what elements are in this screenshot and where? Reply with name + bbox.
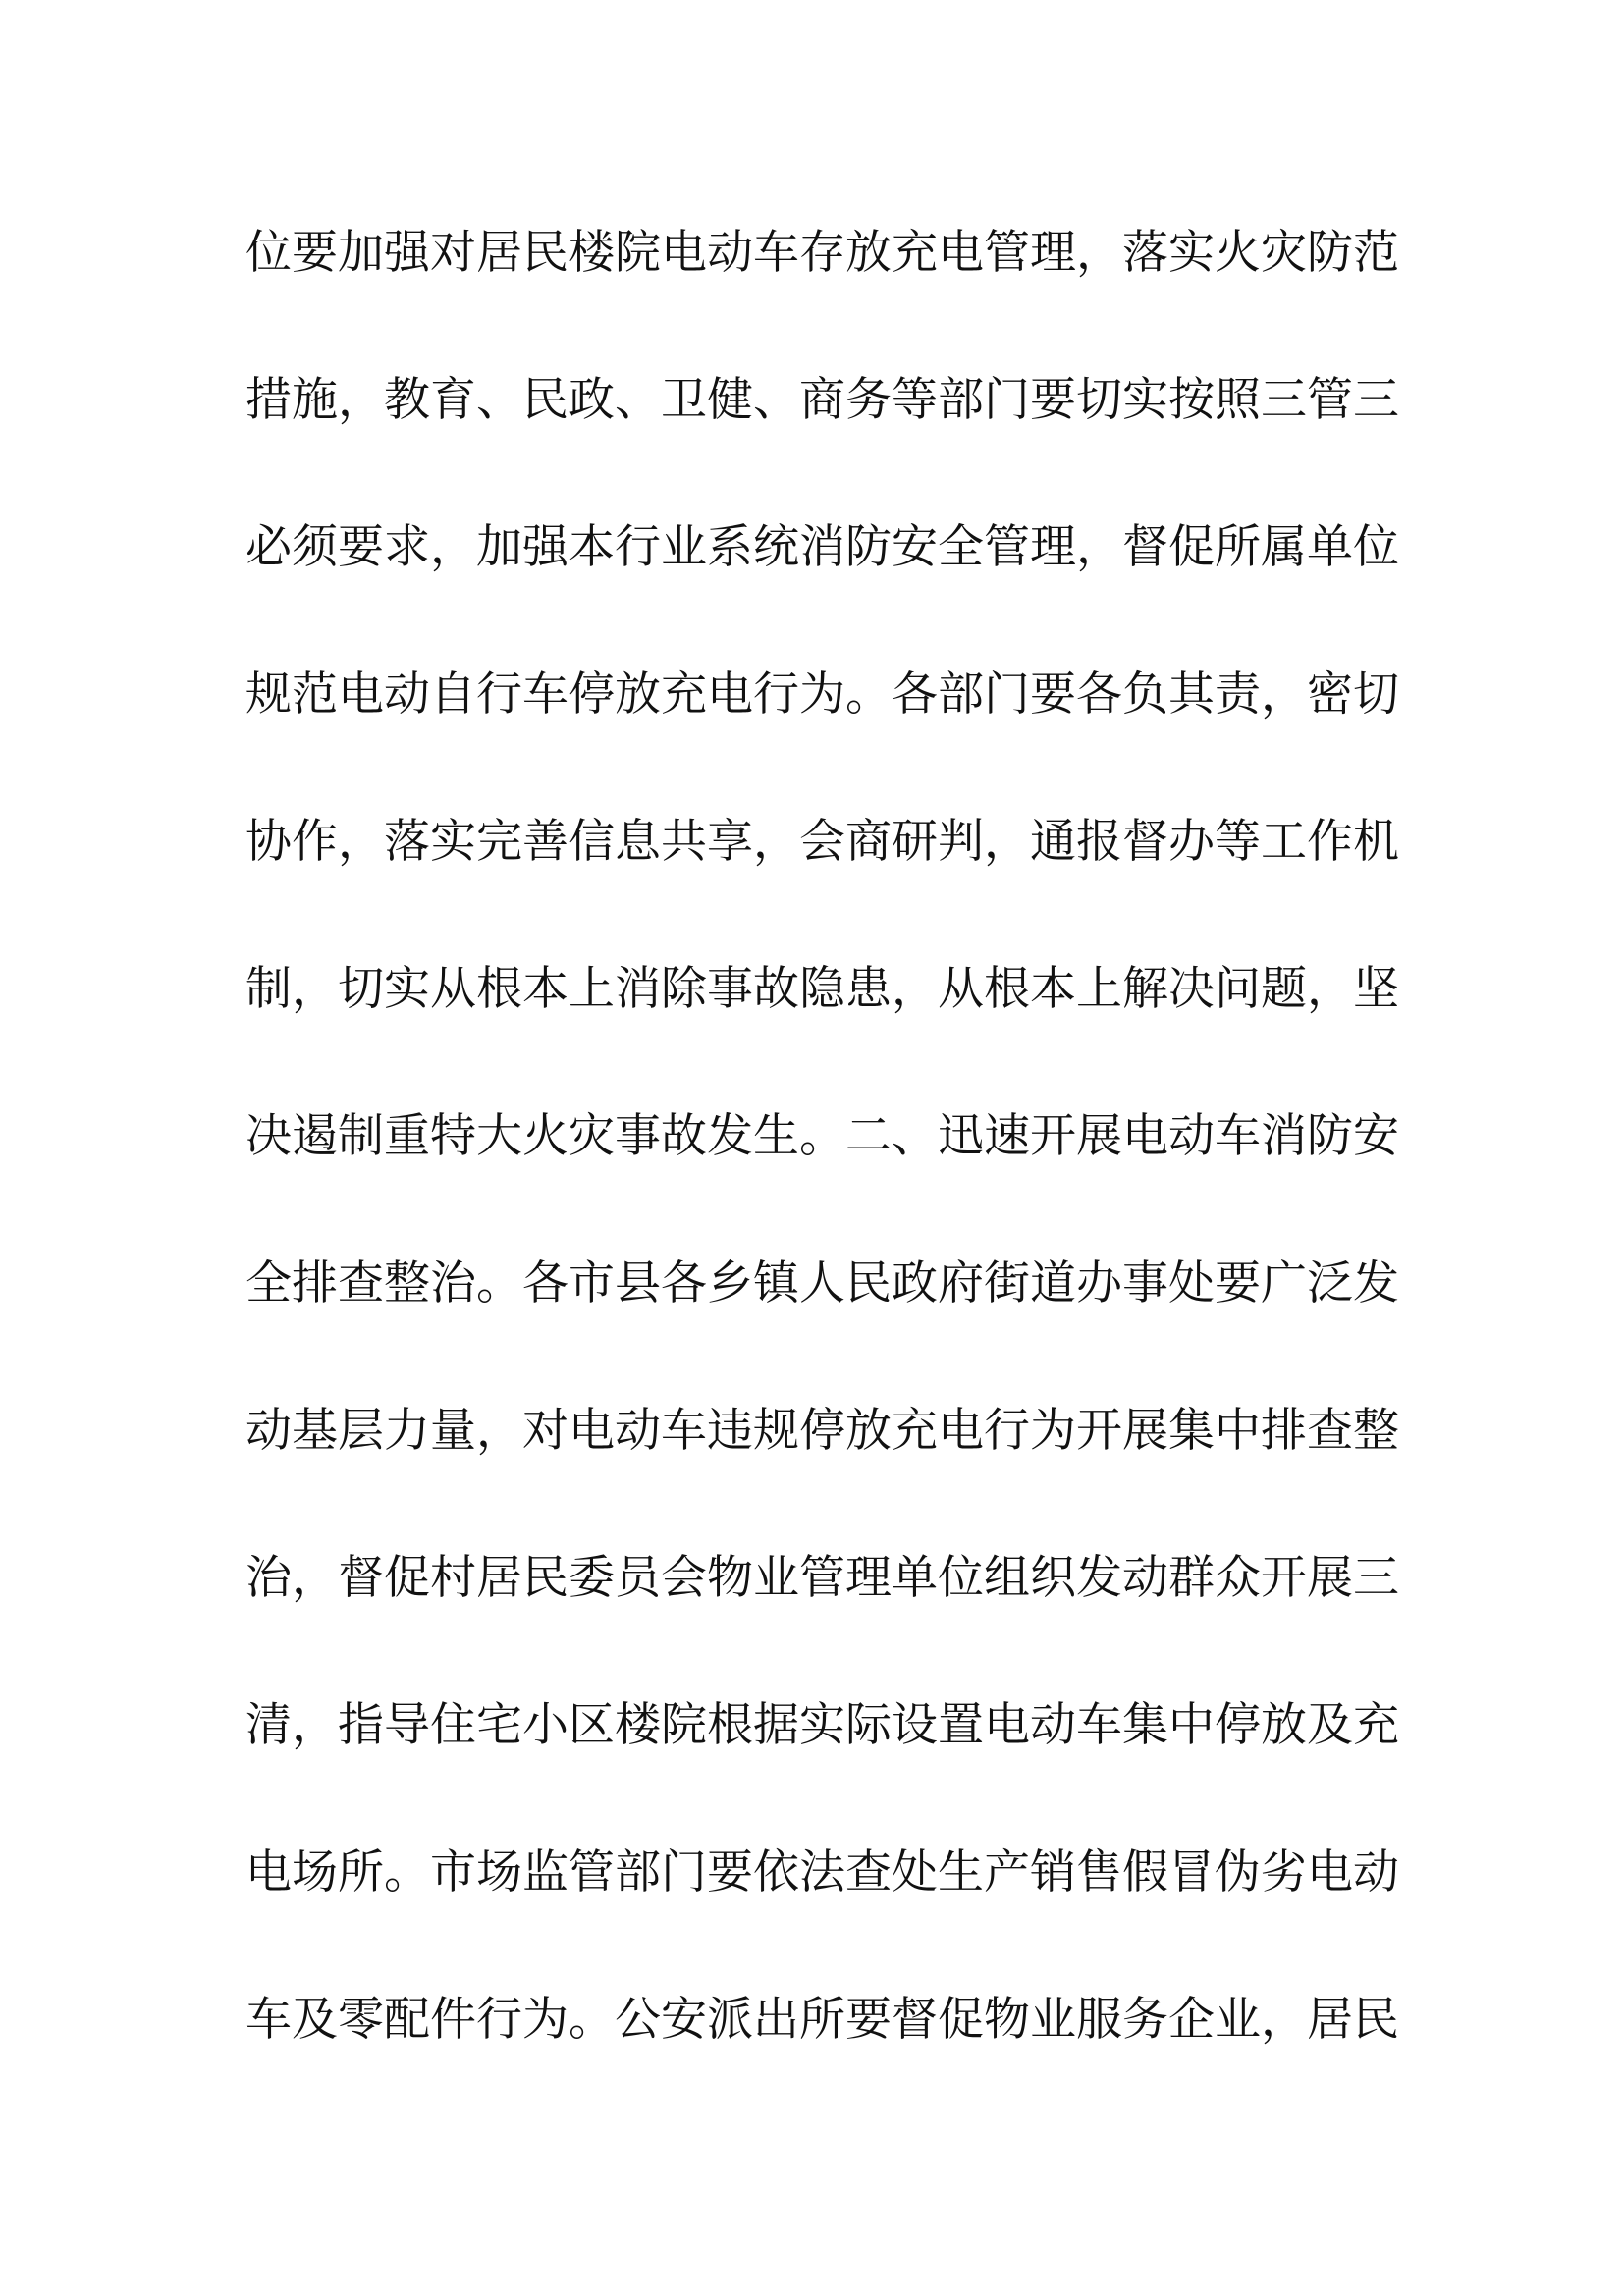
text-line: 措施，教育、民政、卫健、商务等部门要切实按照三管三	[245, 373, 1399, 427]
text-line: 协作，落实完善信息共享，会商研判，通报督办等工作机	[245, 815, 1399, 869]
text-line: 清，指导住宅小区楼院根据实际设置电动车集中停放及充	[245, 1698, 1399, 1752]
text-line: 电场所。市场监管部门要依法查处生产销售假冒伪劣电动	[245, 1845, 1399, 1899]
body-text	[245, 218, 1399, 2132]
text-line: 位要加强对居民楼院电动车存放充电管理，落实火灾防范	[245, 226, 1399, 280]
text-line: 治，督促村居民委员会物业管理单位组织发动群众开展三	[245, 1551, 1399, 1605]
text-line: 全排查整治。各市县各乡镇人民政府街道办事处要广泛发	[245, 1256, 1399, 1310]
text-line: 决遏制重特大火灾事故发生。二、迅速开展电动车消防安	[245, 1109, 1399, 1163]
text-line: 规范电动自行车停放充电行为。各部门要各负其责，密切	[245, 667, 1399, 721]
text-line: 车及零配件行为。公安派出所要督促物业服务企业，居民	[245, 1993, 1399, 2047]
text-line: 制，切实从根本上消除事故隐患，从根本上解决问题，坚	[245, 962, 1399, 1016]
text-line: 必须要求，加强本行业系统消防安全管理，督促所属单位	[245, 520, 1399, 574]
text-line: 动基层力量，对电动车违规停放充电行为开展集中排查整	[245, 1404, 1399, 1458]
